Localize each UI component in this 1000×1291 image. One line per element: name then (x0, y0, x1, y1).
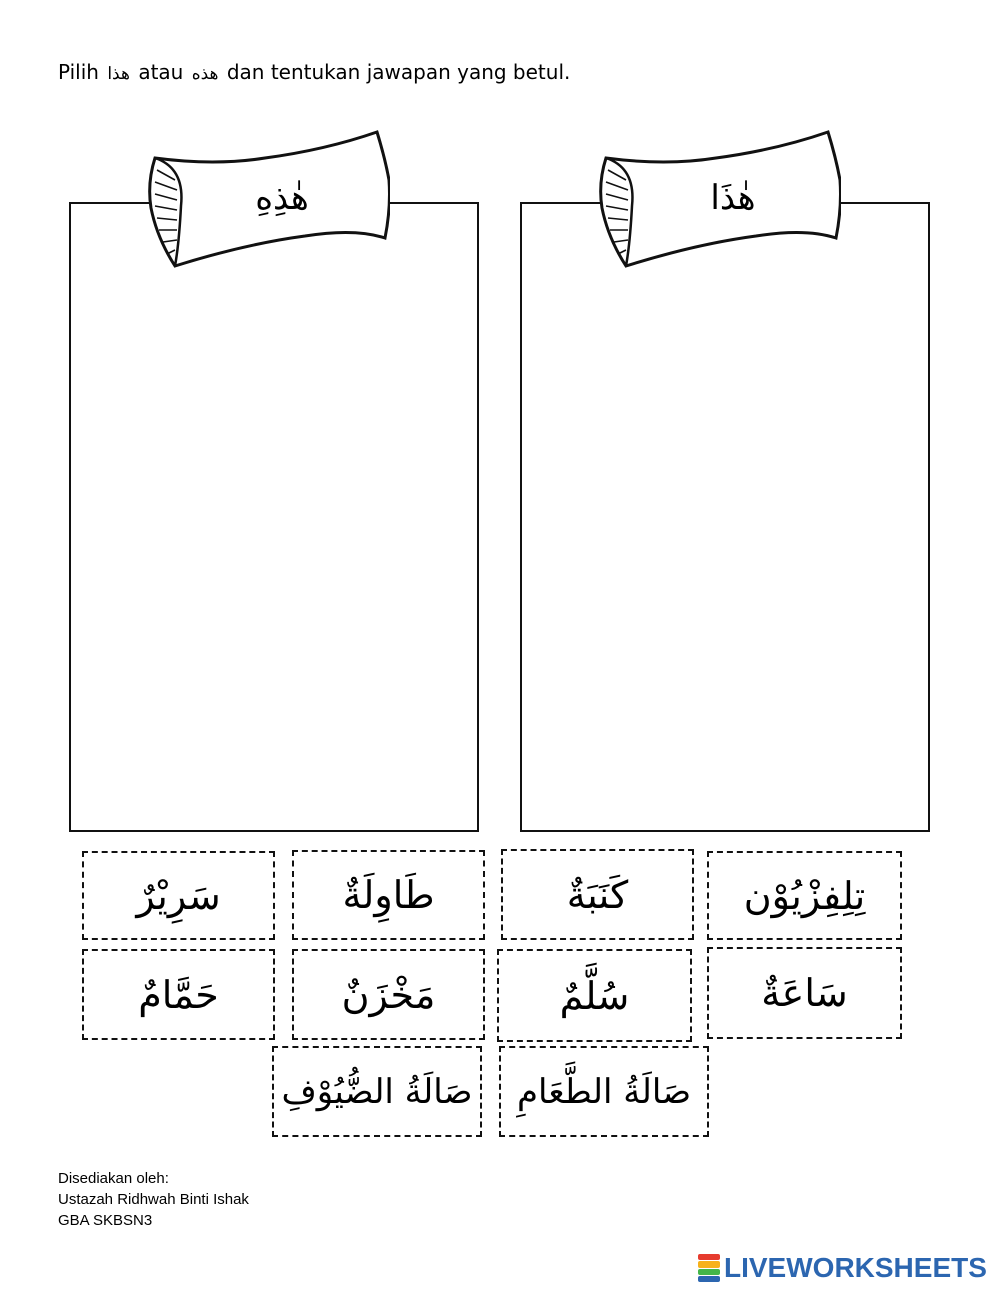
word-card-kanabah[interactable]: كَنَبَةٌ (501, 849, 694, 940)
liveworksheets-logo (698, 1252, 987, 1284)
credit-line-1: Disediakan oleh: (58, 1170, 169, 1187)
instruction-prefix: Pilih (58, 60, 99, 84)
word-card-salat-duyuf[interactable]: صَالَةُ الضُّيُوْفِ (272, 1046, 482, 1137)
drop-zone-hadhihi[interactable] (69, 202, 479, 832)
word-card-sarir[interactable]: سَرِيْرٌ (82, 851, 275, 940)
brand-name: LIVEWORKSHEETS (724, 1252, 987, 1283)
category-banner-hadhihi (145, 128, 390, 268)
credit-line-3: GBA SKBSN3 (58, 1212, 153, 1229)
word-card-hammam[interactable]: حَمَّامٌ (82, 949, 275, 1040)
instruction-suffix: dan tentukan jawapan yang betul. (226, 60, 571, 84)
credit-line-2: Ustazah Ridhwah Binti Ishak (58, 1191, 249, 1208)
instruction-option-two: هذه (191, 64, 219, 84)
category-label-hadha: هٰذَا (710, 178, 756, 218)
category-label-hadhihi: هٰذِهِ (255, 178, 309, 218)
category-banner-hadha (596, 128, 841, 268)
instruction-text (58, 60, 570, 84)
word-card-tilifizyun[interactable]: تِلِفِزْيُوْن (707, 851, 902, 940)
word-card-makhzan[interactable]: مَخْزَنٌ (292, 949, 485, 1040)
drop-zone-hadha[interactable] (520, 202, 930, 832)
word-card-sullam[interactable]: سُلَّمٌ (497, 949, 692, 1042)
word-card-tawilah[interactable]: طَاوِلَةٌ (292, 850, 485, 940)
word-card-salat-taam[interactable]: صَالَةُ الطَّعَامِ (499, 1046, 709, 1137)
instruction-middle: atau (138, 60, 184, 84)
liveworksheets-logo-icon (698, 1254, 720, 1282)
author-credit (58, 1168, 249, 1231)
word-card-saah[interactable]: سَاعَةٌ (707, 947, 902, 1039)
instruction-option-one: هذا (107, 64, 130, 84)
